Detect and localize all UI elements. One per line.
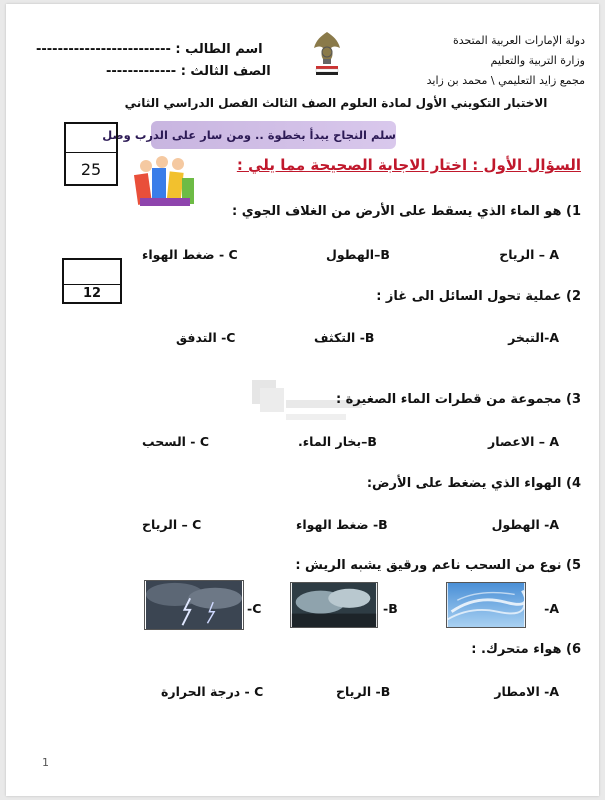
question-2: 2) عملية تحول السائل الى غاز : (376, 289, 581, 304)
q3-option-a: A – الاعصار (488, 434, 559, 449)
cirrus-cloud-image-icon (446, 582, 526, 628)
exam-title: الاختبار التكويني الأول لمادة العلوم الصف الثالث الفصل الدراسي الثاني (124, 96, 548, 110)
page-number: 1 (42, 756, 49, 769)
q3-option-c: C - السحب (142, 434, 210, 449)
worksheet-page (6, 4, 599, 796)
question-4: 4) الهواء الذي يضغط على الأرض: (366, 476, 581, 491)
cumulus-cloud-image-icon (290, 582, 378, 628)
q6-option-b: B- الرياح (336, 684, 391, 699)
motto-banner: سلم النجاح يبدأ بخطوة .. ومن سار على الدرب وصل (151, 121, 396, 149)
student-name-field: اسم الطالب : ------------------------- (36, 42, 263, 57)
sub-score-box: 12 (62, 258, 122, 304)
q5-option-a-label: A- (544, 601, 559, 616)
q2-option-a: A-التبخر (508, 330, 559, 345)
children-clipart-icon (132, 154, 198, 210)
q4-option-b: B- ضغط الهواء (296, 517, 388, 532)
question-5: 5) نوع من السحب ناعم ورقيق يشبه الريش : (295, 558, 581, 573)
q1-option-a: A – الرياح (499, 247, 559, 262)
storm-cloud-image-icon (144, 580, 244, 630)
uae-emblem-icon (310, 28, 344, 78)
q1-option-c: C - ضغط الهواء (142, 247, 238, 262)
ministry-name: وزارة التربية والتعليم (490, 54, 585, 67)
country-name: دولة الإمارات العربية المتحدة (452, 34, 585, 47)
total-score-box: 25 (64, 122, 118, 186)
section-heading: السؤال الأول : اختار الاجابة الصحيحة مما يلي : (236, 156, 581, 174)
q2-option-b: B- التكثف (314, 330, 375, 345)
grade-field: الصف الثالث : ------------- (106, 64, 271, 79)
q4-option-a: A- الهطول (491, 517, 559, 532)
q3-option-b: B–بخار الماء. (298, 434, 377, 449)
question-3: 3) مجموعة من قطرات الماء الصغيرة : (335, 392, 581, 407)
q5-option-c-label: C- (247, 601, 262, 616)
question-1: 1) هو الماء الذي يسقط على الأرض من الغلاف الجوي : (232, 204, 581, 219)
q4-option-c: C – الرياح (142, 517, 202, 532)
question-6: 6) هواء متحرك. : (471, 642, 581, 657)
school-name: مجمع زايد التعليمي \ محمد بن زايد (426, 74, 585, 87)
q6-option-c: C - درجة الحرارة (161, 684, 264, 699)
q6-option-a: A- الامطار (494, 684, 559, 699)
q2-option-c: C- التدفق (176, 330, 236, 345)
q5-option-b-label: B- (383, 601, 398, 616)
q1-option-b: B–الهطول (326, 247, 390, 262)
